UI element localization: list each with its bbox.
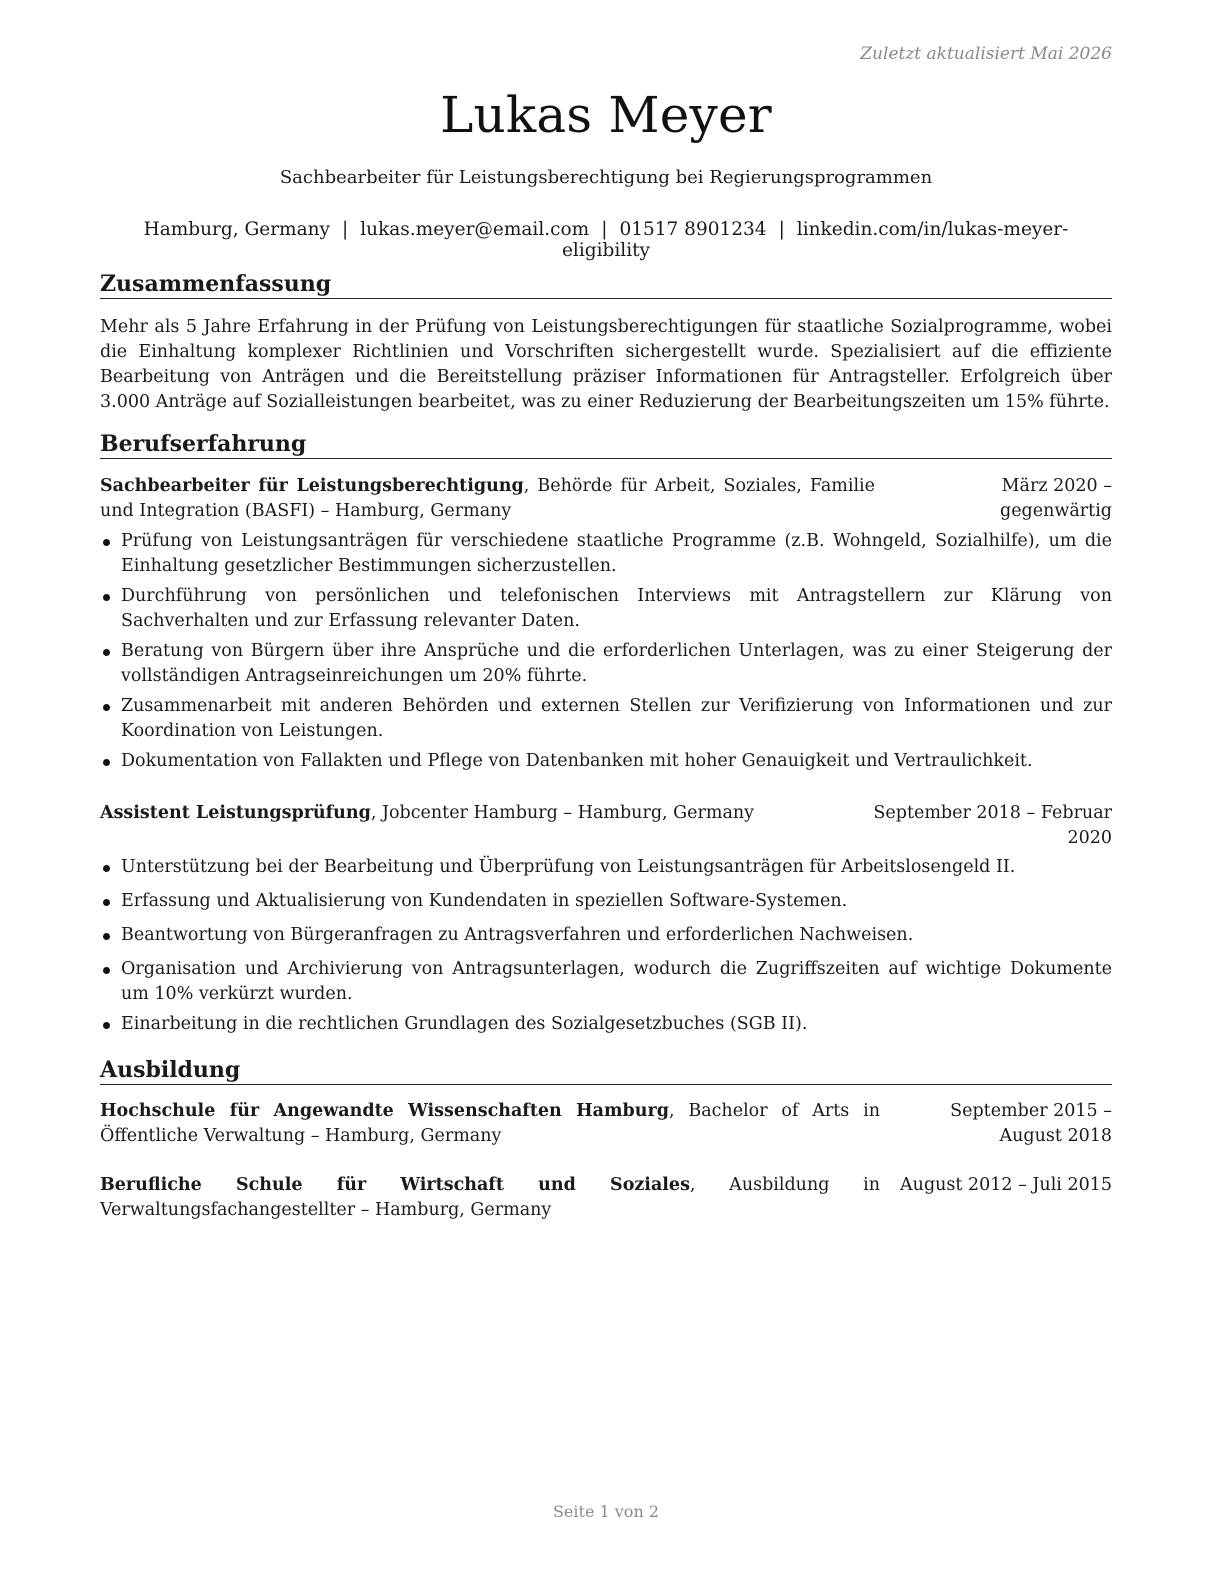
list-item: Prüfung von Leistungsanträgen für verschiedene staatliche Programme (z.B. Wohngeld, Sozialhilfe), um die Einhaltung gesetzlicher Bestimmungen sicherzustellen. bbox=[100, 529, 1112, 579]
job-title: Sachbearbeiter für Leistungsberechtigung bei Regierungsprogrammen bbox=[279, 167, 933, 188]
page-number: Seite 1 von 2 bbox=[552, 1502, 660, 1521]
section-title-experience: Berufserfahrung bbox=[100, 431, 1112, 459]
job-role: Sachbearbeiter für Leistungsberechtigung bbox=[100, 476, 524, 496]
contact-separator: | bbox=[601, 219, 608, 240]
summary-text: Mehr als 5 Jahre Erfahrung in der Prüfung von Leistungsberechtigungen für staatliche Sozialprogramme, wobei die Einhaltung komplexer Richtlinien und Vorschriften sichergestellt wurde. Spezialisiert auf die effiziente Bearbeitung von Anträgen und die Bereitstellung präziser Informationen für Antragsteller. Erfolgreich über 3.000 Anträge auf Sozialleistungen bearbeitet, was zu einer Reduzierung der Bearbeitungszeiten um 15% führte. bbox=[100, 317, 1112, 412]
contact-location: Hamburg, Germany bbox=[143, 219, 330, 240]
education-school: Berufliche Schule für Wirtschaft und Soziales bbox=[100, 1175, 690, 1195]
resume-page bbox=[100, 0, 1112, 1584]
job-dates: März 2020 – gegenwärtig bbox=[1000, 476, 1112, 521]
list-item: Zusammenarbeit mit anderen Behörden und externen Stellen zur Verifizierung von Informationen und zur Koordination von Leistungen. bbox=[100, 694, 1112, 744]
list-item: Organisation und Archivierung von Antragsunterlagen, wodurch die Zugriffszeiten auf wichtige Dokumente um 10% verkürzt wurden. bbox=[100, 957, 1112, 1007]
list-item: Beantwortung von Bürgeranfragen zu Antragsverfahren und erforderlichen Nachweisen. bbox=[100, 923, 1112, 948]
list-item: Dokumentation von Fallakten und Pflege von Datenbanken mit hoher Genauigkeit und Vertraulichkeit. bbox=[100, 749, 1112, 774]
education-entry bbox=[100, 1099, 1112, 1149]
list-item: Erfassung und Aktualisierung von Kundendaten in speziellen Software-Systemen. bbox=[100, 889, 1112, 914]
education-detail: , Ausbildung in Verwaltungsfachangestellter – Hamburg, Germany bbox=[100, 1175, 880, 1220]
list-item: Beratung von Bürgern über ihre Ansprüche und die erforderlichen Unterlagen, was zu einer Steigerung der vollständigen Antragseinreichungen um 20% führte. bbox=[100, 639, 1112, 689]
list-item: Unterstützung bei der Bearbeitung und Überprüfung von Leistungsanträgen für Arbeitslosengeld II. bbox=[100, 855, 1112, 880]
job-organization: , Behörde für Arbeit, Soziales, Familie und Integration (BASFI) – Hamburg, Germany bbox=[100, 476, 875, 521]
section-title-summary: Zusammenfassung bbox=[100, 271, 1112, 299]
job-header bbox=[100, 801, 1112, 851]
education-dates: August 2012 – Juli 2015 bbox=[900, 1175, 1112, 1195]
job-header bbox=[100, 474, 1112, 524]
contact-line bbox=[100, 219, 1112, 261]
education-dates: September 2015 – August 2018 bbox=[950, 1101, 1112, 1146]
education-detail: , Bachelor of Arts in Öffentliche Verwaltung – Hamburg, Germany bbox=[100, 1101, 880, 1146]
contact-linkedin[interactable]: linkedin.com/in/lukas-meyer-eligibility bbox=[561, 219, 1069, 261]
education-entry bbox=[100, 1173, 1112, 1223]
job-role: Assistent Leistungsprüfung bbox=[100, 803, 371, 823]
job-organization: , Jobcenter Hamburg – Hamburg, Germany bbox=[370, 803, 755, 823]
job-bullets bbox=[100, 855, 1112, 1037]
job-dates: September 2018 – Februar 2020 bbox=[873, 803, 1112, 848]
contact-separator: | bbox=[342, 219, 349, 240]
job-bullets bbox=[100, 529, 1112, 774]
list-item: Einarbeitung in die rechtlichen Grundlagen des Sozialgesetzbuches (SGB II). bbox=[100, 1012, 1112, 1037]
list-item: Durchführung von persönlichen und telefonischen Interviews mit Antragstellern zur Klärung von Sachverhalten und zur Erfassung relevanter Daten. bbox=[100, 584, 1112, 634]
contact-separator: | bbox=[778, 219, 785, 240]
section-title-education: Ausbildung bbox=[100, 1057, 1112, 1085]
contact-email[interactable]: lukas.meyer@email.com bbox=[360, 219, 590, 240]
contact-phone[interactable]: 01517 8901234 bbox=[619, 219, 767, 240]
education-school: Hochschule für Angewandte Wissenschaften Hamburg bbox=[100, 1101, 669, 1121]
candidate-name: Lukas Meyer bbox=[440, 86, 772, 144]
last-updated-note: Zuletzt aktualisiert Mai 2026 bbox=[860, 44, 1112, 64]
